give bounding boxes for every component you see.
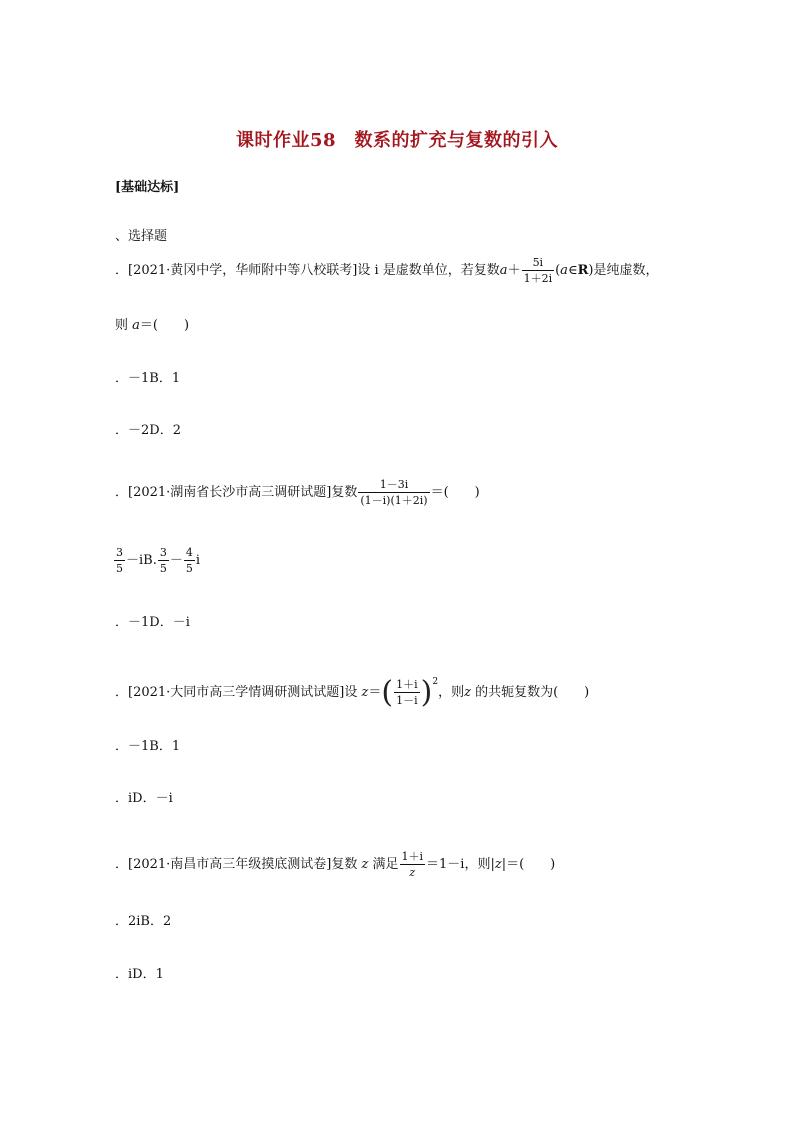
question-2-suffix: ＝( ): [430, 485, 480, 500]
question-1-line-2-prefix: 则: [115, 318, 133, 333]
question-3-options-2: ．iD．－i: [115, 791, 173, 806]
question-1-cond-in: ∈: [567, 263, 578, 278]
question-3-exponent: 2: [432, 677, 439, 687]
question-4-fraction-numerator: 1＋i: [401, 850, 424, 863]
question-2-fraction: [358, 478, 429, 507]
question-3-var-z: z: [361, 685, 369, 700]
question-4-prefix: ．[2021·南昌市高三年级摸底测试卷]复数: [115, 857, 362, 872]
question-4-var-z2: z: [494, 857, 502, 872]
question-2-option-minus: －: [169, 553, 183, 568]
section-heading: [基础达标]: [115, 180, 180, 195]
question-1-prefix: ．[2021·黄冈中学，华师附中等八校联考]设 i 是虚数单位，若复数: [115, 263, 500, 278]
question-2-option-c-numerator: 4: [185, 546, 193, 559]
question-2-option-b-fraction: [158, 546, 169, 575]
question-1-options-1: ．－1B．1: [115, 371, 181, 386]
question-1-cond-r: R: [577, 263, 589, 278]
question-4-fraction-denominator: z: [409, 866, 416, 879]
question-2-option-b-denominator: 5: [159, 562, 167, 575]
question-3-fraction-denominator: 1－i: [396, 694, 418, 707]
question-3-paren-right: ): [420, 674, 433, 710]
question-3-eq: ＝: [368, 685, 382, 700]
question-2-option-mid: －iB.: [126, 553, 157, 568]
question-4-suffix: |＝( ): [501, 857, 556, 872]
question-1-line-2-suffix: ＝( ): [139, 318, 190, 333]
question-3-prefix: ．[2021·大同市高三学情调研测试试题]设: [115, 685, 362, 700]
question-3-line-1: [115, 673, 589, 708]
question-3-var-z2: z: [464, 685, 471, 700]
question-2-option-c-fraction: [184, 546, 195, 575]
subsection-heading: 、选择题: [115, 229, 168, 244]
question-1-line-2: [115, 317, 189, 335]
question-1-cond-close: )是纯虚数，: [588, 263, 659, 278]
question-3-fraction: [394, 678, 420, 707]
question-1-line-2-a: a: [132, 318, 140, 333]
question-4-line-1: [115, 850, 555, 879]
question-1-plus: ＋: [507, 263, 521, 278]
question-3-paren-left: (: [381, 674, 394, 710]
question-2-option-a-fraction: [114, 546, 125, 575]
question-1-line-1: [115, 256, 658, 285]
question-1-fraction-numerator: 5i: [522, 256, 555, 271]
question-4-options-2: ．iD．1: [115, 967, 164, 982]
question-4-fraction: [400, 850, 426, 879]
question-3-mid: ，则: [438, 685, 465, 700]
question-1-fraction-denominator: 1＋2i: [523, 272, 553, 285]
question-1-cond-a: a: [560, 263, 568, 278]
question-2-options-1: [113, 546, 200, 575]
question-2-fraction-numerator: 1－3i: [358, 478, 429, 493]
question-3-fraction-numerator: 1＋i: [396, 678, 418, 691]
question-4-var-z: z: [361, 857, 369, 872]
question-1-options-2: ．－2D．2: [115, 423, 181, 438]
question-2-prefix: ．[2021·湖南省长沙市高三调研试题]复数: [115, 485, 358, 500]
question-2-option-a-numerator: 3: [116, 546, 123, 559]
question-2-option-c-denominator: 5: [185, 562, 193, 575]
question-2-fraction-denominator: (1－i)(1＋2i): [360, 494, 428, 507]
question-4-mid1: 满足: [368, 857, 399, 872]
question-2-options-2: ．－1D．－i: [115, 615, 190, 630]
question-1-fraction: [522, 256, 555, 285]
question-2-option-a-denominator: 5: [116, 562, 123, 575]
question-3-suffix: 的共轭复数为( ): [470, 685, 590, 700]
question-3-options-1: ．－1B．1: [115, 739, 181, 754]
question-1-cond-open: (: [555, 263, 561, 278]
question-2-option-b-numerator: 3: [159, 546, 167, 559]
question-2-line-1: [115, 478, 480, 507]
question-4-mid2: ＝1－i，则|: [426, 857, 495, 872]
page-title: 课时作业58 数系的扩充与复数的引入: [235, 130, 559, 151]
question-4-options-1: ．2iB．2: [115, 914, 172, 929]
question-2-option-end: i: [195, 553, 201, 568]
question-1-var-a: a: [499, 263, 508, 278]
